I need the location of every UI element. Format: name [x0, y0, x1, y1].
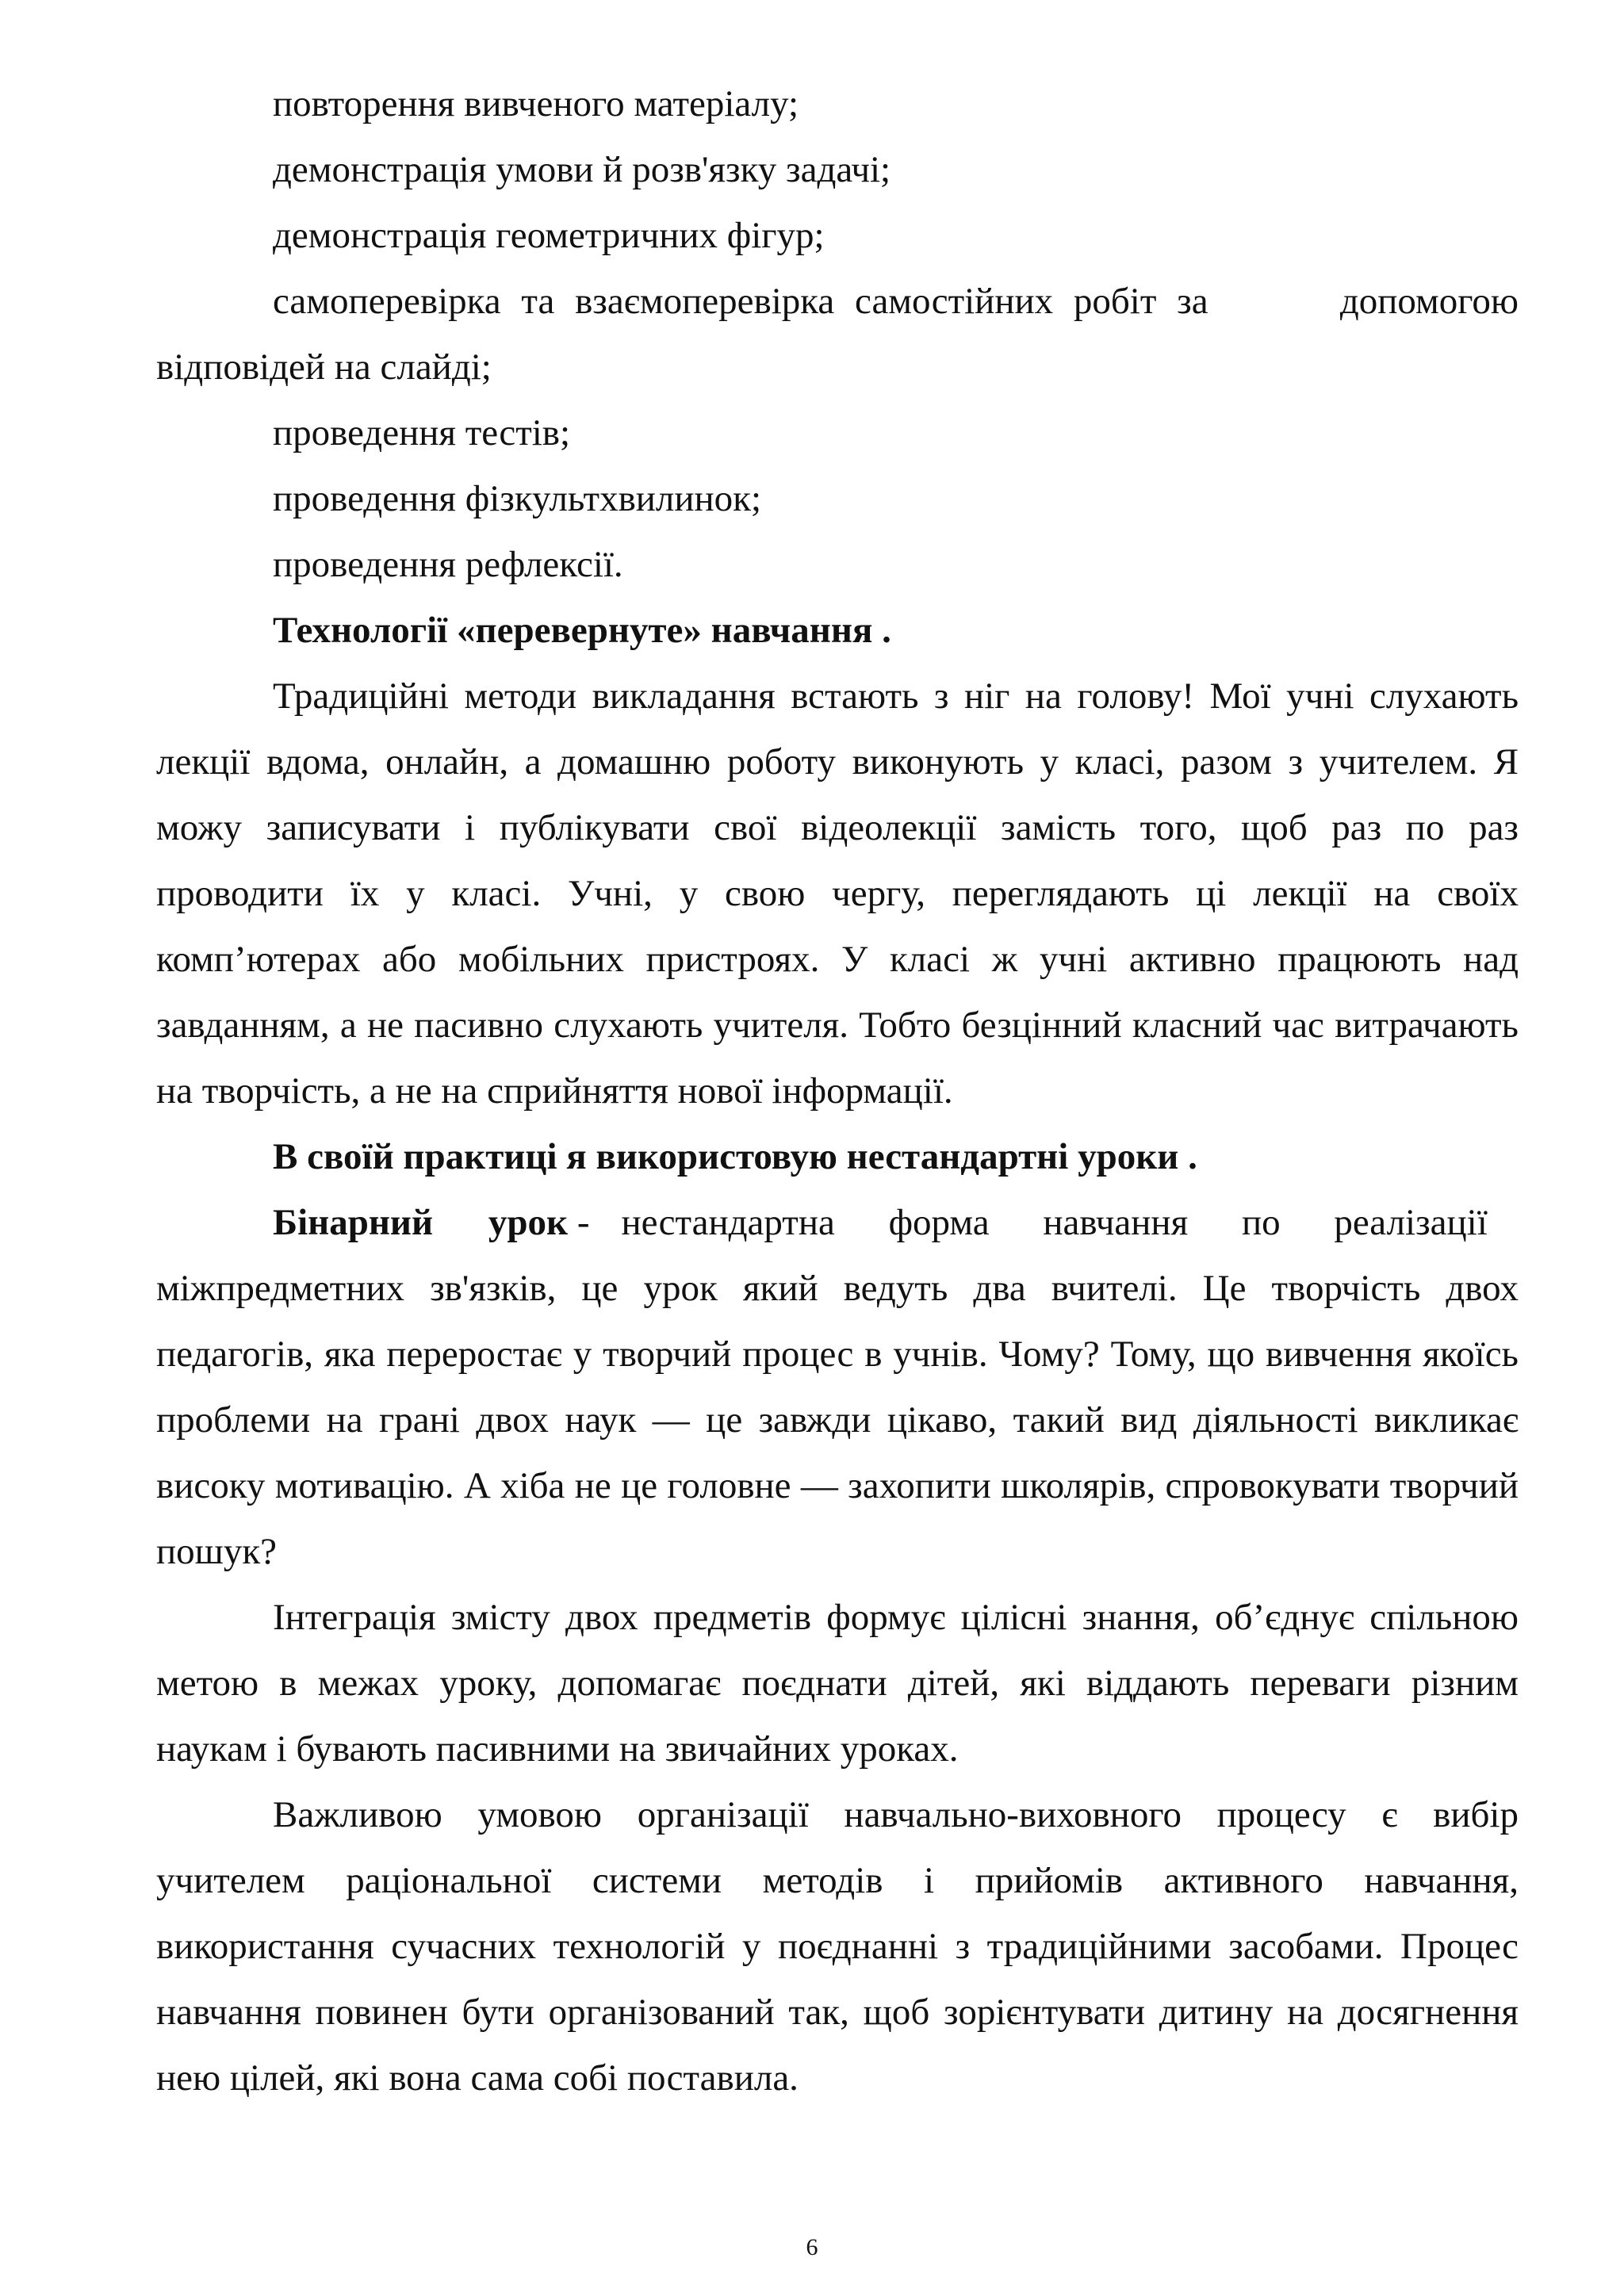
list-item-self-check-right: допомогою: [1339, 281, 1519, 322]
page-number: 6: [806, 2234, 818, 2260]
binary-lesson-term: Бінарний урок: [273, 1202, 569, 1243]
document-page: [156, 71, 1519, 2111]
list-item: проведення тестів;: [273, 412, 571, 453]
list-item: демонстрація геометричних фігур;: [273, 215, 825, 256]
heading-nonstandard-lessons: В своїй практиці я використовую нестандартні уроки .: [273, 1136, 1197, 1177]
paragraph-learning-conditions: Важливою умовою організації навчально-виховного процесу є вибір учителем раціональної системи методів і прийомів активного навчання, використання сучасних технологій у поєднанні з традиційними засобами. Процес навчання повинен бути організований так, щоб зорієнтувати дитину на досягнення нею цілей, які вона сама собі поставила.: [156, 1794, 1519, 2099]
heading-flipped-learning: Технології «перевернуте» навчання .: [273, 610, 891, 651]
list-item-self-check-left: самоперевірка та взаємоперевірка самостійних робіт за: [273, 281, 1208, 322]
binary-lesson-dash: -: [576, 1202, 590, 1243]
binary-lesson-first-line-rest: нестандартна форма навчання по реалізації: [621, 1202, 1488, 1243]
list-item-self-check-continuation: відповідей на слайді;: [156, 346, 492, 388]
list-item-self-check: [156, 269, 1519, 335]
binary-lesson-term-group: [273, 1190, 589, 1256]
paragraph-integration: Інтеграція змісту двох предметів формує цілісні знання, об’єднує спільною метою в межах уроку, допомагає поєднати дітей, які віддають переваги різним наукам і бувають пасивними на звичайних уроках.: [156, 1597, 1519, 1770]
binary-lesson-first-line: [156, 1190, 1519, 1256]
list-item: повторення вивченого матеріалу;: [273, 83, 799, 124]
list-item: проведення рефлексії.: [273, 544, 623, 585]
list-item: демонстрація умови й розв'язку задачі;: [273, 149, 891, 190]
paragraph-binary-lesson: міжпредметних зв'язків, це урок який ведуть два вчителі. Це творчість двох педагогів, яка переростає у творчий процес в учнів. Чому? Тому, що вивчення якоїсь проблеми на грані двох наук — це завжди цікаво, такий вид діяльності викликає високу мотивацію. А хіба не це головне — захопити школярів, спровокувати творчий пошук?: [156, 1268, 1519, 1572]
paragraph-flipped-learning: Традиційні методи викладання встають з ніг на голову! Мої учні слухають лекції вдома, онлайн, а домашню роботу виконують у класі, разом з учителем. Я можу записувати і публікувати свої відеолекції замість того, щоб раз по раз проводити їх у класі. Учні, у свою чергу, переглядають ці лекції на своїх комп’ютерах або мобільних пристроях. У класі ж учні активно працюють над завданням, а не пасивно слухають учителя. Тобто безцінний класний час витрачають на творчість, а не на сприйняття нової інформації.: [156, 675, 1519, 1112]
list-item: проведення фізкультхвилинок;: [273, 478, 762, 519]
